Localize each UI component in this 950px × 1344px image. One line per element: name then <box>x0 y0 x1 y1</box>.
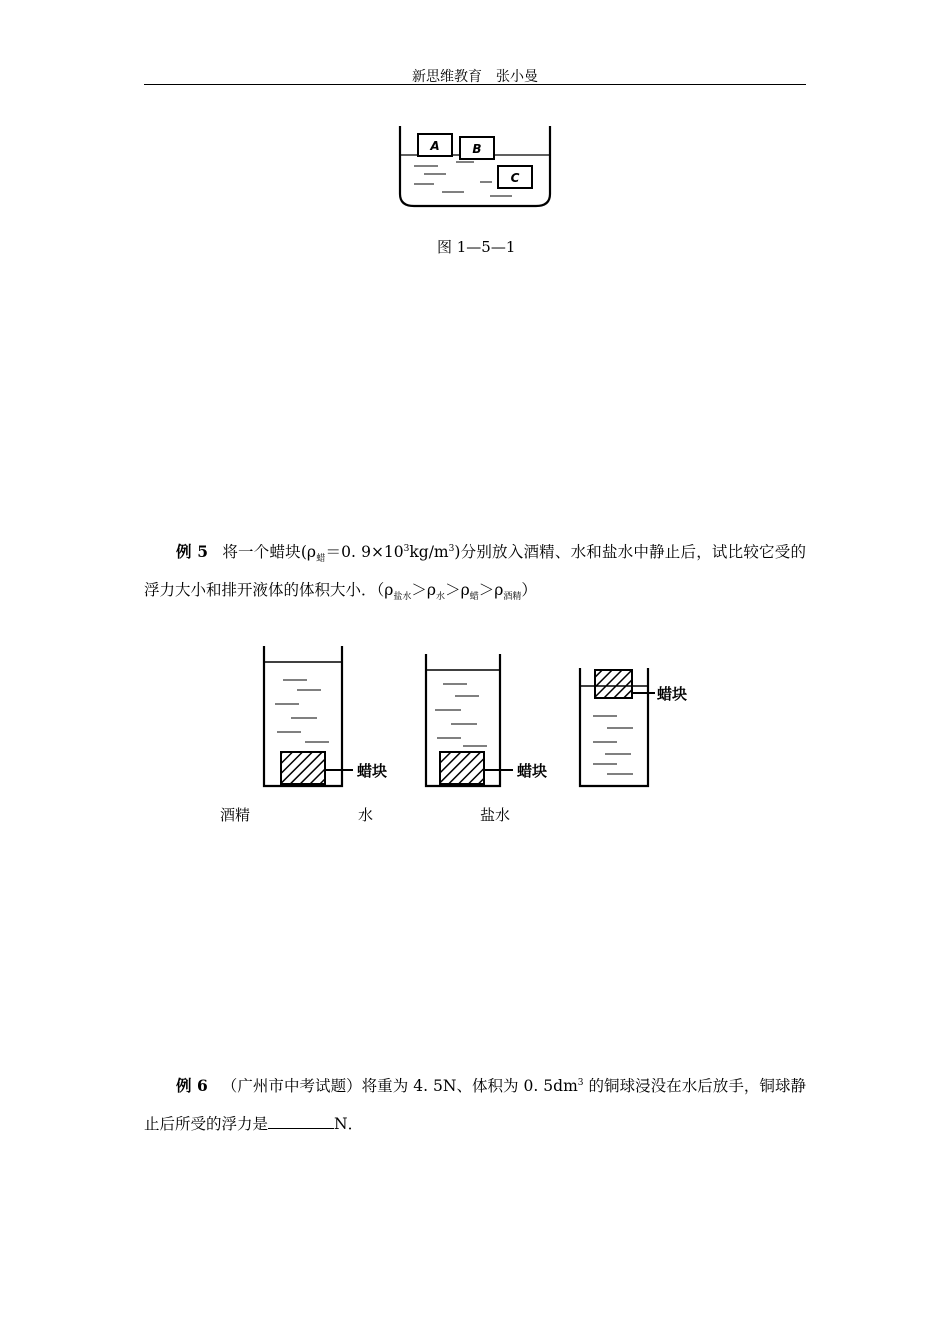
liquid-label-salt-water: 盐水 <box>480 806 511 824</box>
wax-label-1: 蜡块 <box>357 762 388 780</box>
liquid-label-alcohol: 酒精 <box>220 806 251 824</box>
rho-symbol: ρ <box>306 543 317 561</box>
ex5-part2: ＝0. 9×10 <box>325 543 404 561</box>
liquid-label-water: 水 <box>358 806 374 824</box>
rho-symbol: ρ <box>426 581 437 599</box>
wax-block-1 <box>281 752 325 784</box>
ex6-part3: N． <box>334 1115 364 1133</box>
example-5-text <box>144 533 806 609</box>
rho-sub-water: 水 <box>436 592 446 603</box>
ex5-part3: kg/m <box>409 543 449 561</box>
ex5-exp1: 3 <box>403 543 410 554</box>
rho-sub-wax: 蜡 <box>316 554 326 565</box>
ex6-exp: 3 <box>577 1077 584 1088</box>
figure-2-beakers-diagram <box>255 640 705 795</box>
wax-block-3 <box>595 670 632 698</box>
ex6-part1: （广州市中考试题）将重为 4. 5N、体积为 0. 5dm <box>221 1077 578 1095</box>
rho-sub-alcohol: 酒精 <box>503 592 522 603</box>
figure-1-container-diagram <box>394 122 556 212</box>
close-paren: ） <box>521 581 537 599</box>
example-6-text <box>144 1067 806 1143</box>
figure-1-caption: 图 1—5—1 <box>437 238 516 256</box>
ex6-part2: 的铜球浸没在水后放手，铜球静止后所受的浮力是 <box>144 1077 806 1133</box>
rho-symbol: ρ <box>384 581 394 599</box>
rho-symbol: ρ <box>460 581 470 599</box>
label-b: B <box>472 142 482 156</box>
ex5-exp2: 3 <box>448 543 455 554</box>
beaker-alcohol <box>264 646 387 786</box>
wax-label-3: 蜡块 <box>657 685 688 703</box>
beaker-salt-water <box>580 668 687 786</box>
example-5-label: 例 5 <box>176 542 209 561</box>
beaker-water <box>426 654 547 786</box>
rho-symbol: ρ <box>494 581 504 599</box>
gt-symbol: ＞ <box>478 581 495 599</box>
wax-label-2: 蜡块 <box>517 762 548 780</box>
answer-blank[interactable] <box>268 1114 334 1129</box>
page-header: 新思维教育 张小曼 <box>412 69 538 85</box>
gt-symbol: ＞ <box>411 581 427 599</box>
rho-sub-wax2: 蜡 <box>469 592 479 603</box>
label-a: A <box>430 139 440 153</box>
ex5-part4: )分别放入酒精、水和盐水中静止后，试比较它受的浮力大小和排开液体的体积大小．（ <box>144 543 806 599</box>
rho-sub-salt: 盐水 <box>393 592 412 603</box>
wax-block-2 <box>440 752 484 784</box>
ex5-part1: 将一个蜡块( <box>222 543 307 561</box>
label-c: C <box>510 171 520 185</box>
gt-symbol: ＞ <box>445 581 461 599</box>
header-rule <box>144 84 806 85</box>
example-6-label: 例 6 <box>176 1076 208 1095</box>
